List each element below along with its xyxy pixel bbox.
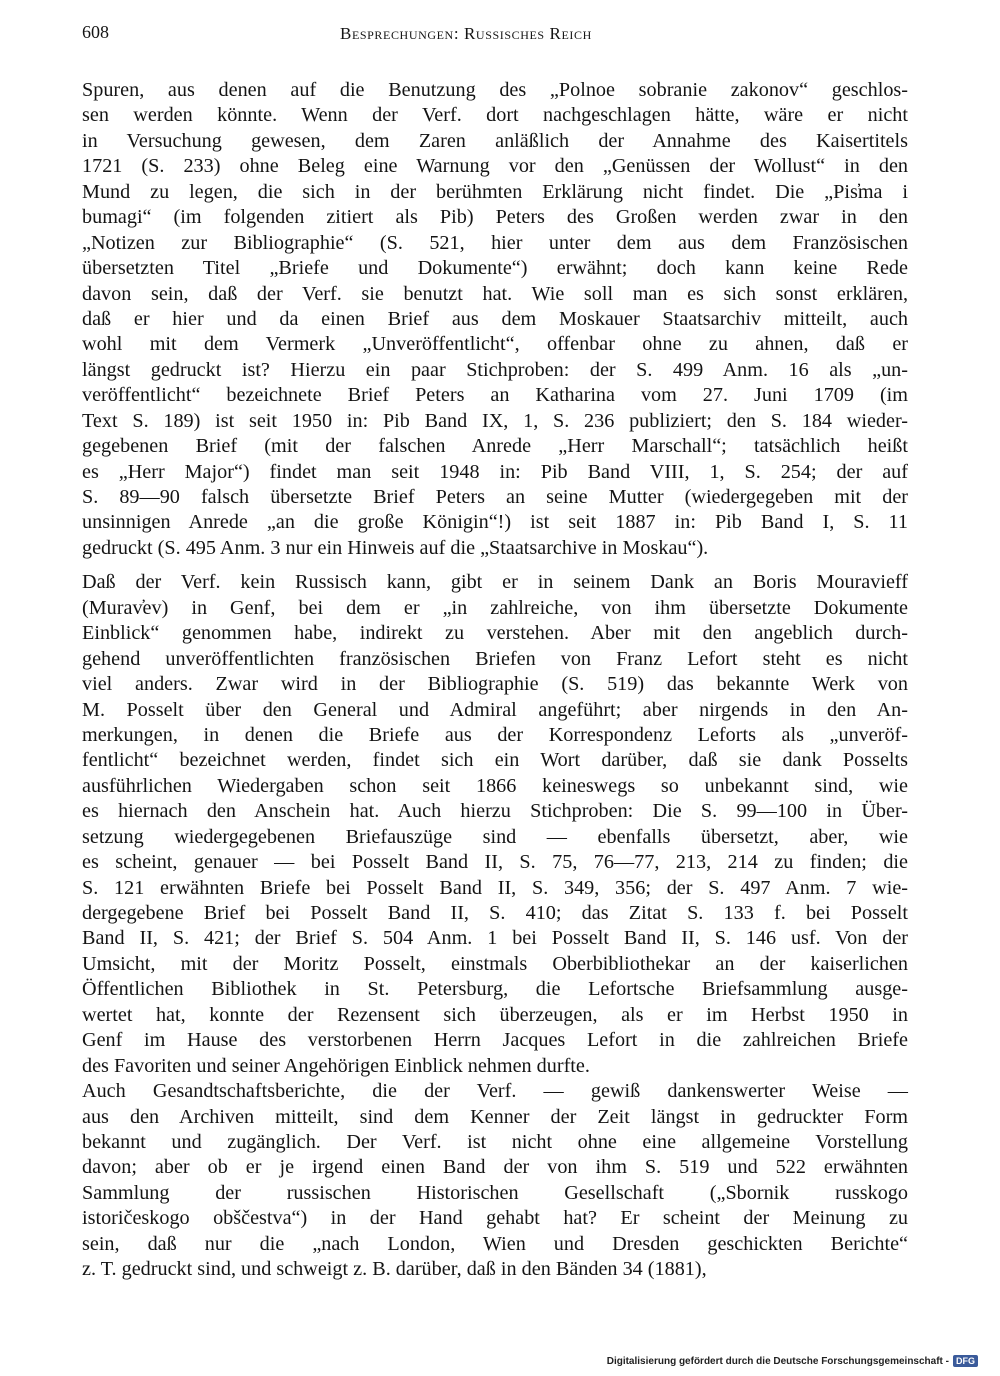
text-line: gedruckt (S. 495 Anm. 3 nur ein Hinweis auf die „Staatsarchive in Moskau“). bbox=[82, 536, 709, 559]
text-line: gegebenen Brief (mit der falschen Anrede „Herr Marschall“; tatsächlich heißt bbox=[82, 435, 908, 458]
paragraph-2 bbox=[82, 570, 908, 1079]
footer-text: Digitalisierung gefördert durch die Deutsche Forschungsgemeinschaft - bbox=[606, 1355, 949, 1367]
text-line: des Favoriten und seiner Angehörigen Einblick nehmen durfte. bbox=[82, 1054, 590, 1077]
text-line: längst gedruckt ist? Hierzu ein paar Stichproben: der S. 499 Anm. 16 als „un- bbox=[82, 358, 908, 381]
text-line: Umsicht, mit der Moritz Posselt, einstmals Oberbibliothekar an der kaiserlichen bbox=[82, 952, 908, 975]
text-line: es hiernach den Anschein hat. Auch hierzu Stichproben: Die S. 99—100 in Über- bbox=[82, 800, 908, 823]
text-line: davon sein, daß der Verf. sie benutzt hat. Wie soll man es sich sonst erklären, bbox=[82, 282, 908, 305]
text-line: Einblick“ genommen habe, indirekt zu verstehen. Aber mit den angeblich durch- bbox=[82, 622, 908, 645]
text-line: M. Posselt über den General und Admiral angeführt; aber nirgends in den An- bbox=[82, 698, 908, 721]
running-head: Besprechungen: Russisches Reich bbox=[340, 24, 592, 43]
text-line: Öffentlichen Bibliothek in St. Petersburg, die Lefortsche Briefsammlung ausge- bbox=[82, 978, 908, 1001]
text-line: „Notizen zur Bibliographie“ (S. 521, hier unter dem aus dem Französischen bbox=[82, 231, 908, 254]
text-line: istoričeskogo obščestva“) in der Hand gehabt hat? Er scheint der Meinung zu bbox=[82, 1207, 908, 1230]
text-line: unsinnigen Anrede „an die große Königin“!) ist seit 1887 in: Pib Band I, S. 11 bbox=[82, 511, 908, 534]
paragraph-1 bbox=[82, 78, 908, 561]
paragraph-3 bbox=[82, 1079, 908, 1283]
paragraph-gap bbox=[82, 561, 908, 570]
dfg-logo: DFG bbox=[953, 1355, 978, 1367]
text-line: gehend unveröffentlichten französischen Briefen von Franz Lefort steht es nicht bbox=[82, 647, 908, 670]
text-line: Text S. 189) ist seit 1950 in: Pib Band IX, 1, S. 236 publiziert; den S. 184 wieder- bbox=[82, 409, 908, 432]
text-line: Sammlung der russischen Historischen Gesellschaft („Sbornik russkogo bbox=[82, 1181, 908, 1204]
text-line: setzung wiedergegebenen Briefauszüge sind — ebenfalls übersetzt, aber, wie bbox=[82, 825, 908, 848]
text-line: Band II, S. 421; der Brief S. 504 Anm. 1 bei Posselt Band II, S. 146 usf. Von der bbox=[82, 927, 908, 950]
text-line: S. 121 erwähnten Briefe bei Posselt Band II, S. 349, 356; der S. 497 Anm. 7 wie- bbox=[82, 876, 908, 899]
text-line: ausführlichen Wiedergaben schon seit 1866 keineswegs so unbekannt sind, wie bbox=[82, 774, 908, 797]
text-line: bumagi“ (im folgenden zitiert als Pib) Peters des Großen werden zwar in den bbox=[82, 206, 908, 229]
text-line: bekannt und zugänglich. Der Verf. ist nicht ohne eine allgemeine Vorstellung bbox=[82, 1130, 908, 1153]
text-line: merkungen, in denen die Briefe aus der Korrespondenz Leforts als „unveröf- bbox=[82, 723, 908, 746]
article-body bbox=[82, 78, 908, 1283]
text-line: Daß der Verf. kein Russisch kann, gibt er in seinem Dank an Boris Mouravieff bbox=[82, 571, 908, 594]
text-line: Genf im Hause des verstorbenen Herrn Jacques Lefort in die zahlreichen Briefe bbox=[82, 1029, 908, 1052]
page-header bbox=[82, 22, 908, 48]
text-line: (Murav̕ev) in Genf, bei dem er „in zahlreiche, von ihm übersetzte Dokumente bbox=[82, 596, 908, 619]
text-line: sen werden könnte. Wenn der Verf. dort nachgeschlagen hätte, wäre er nicht bbox=[82, 104, 908, 127]
text-line: wohl mit dem Vermerk „Unveröffentlicht“, offenbar ohne zu ahnen, daß er bbox=[82, 333, 908, 356]
text-line: sein, daß nur die „nach London, Wien und Dresden geschickten Berichte“ bbox=[82, 1232, 908, 1255]
text-line: dergegebene Brief bei Posselt Band II, S. 410; das Zitat S. 133 f. bei Posselt bbox=[82, 902, 908, 924]
text-line: übersetzten Titel „Briefe und Dokumente“) erwähnt; doch kann keine Rede bbox=[82, 257, 908, 280]
text-line: 1721 (S. 233) ohne Beleg eine Warnung vor den „Genüssen der Wollust“ in den bbox=[82, 155, 908, 178]
text-line: aus den Archiven mitteilt, sind dem Kenner der Zeit längst in gedruckter Form bbox=[82, 1105, 908, 1128]
text-line: veröffentlicht“ bezeichnete Brief Peters an Katharina vom 27. Juni 1709 (im bbox=[82, 384, 908, 407]
text-line: Mund zu legen, die sich in der berühmten Erklärung nicht findet. Die „Pis̕ma i bbox=[82, 180, 908, 203]
text-line: Auch Gesandtschaftsberichte, die der Verf. — gewiß dankenswerter Weise — bbox=[82, 1080, 908, 1103]
text-line: S. 89—90 falsch übersetzte Brief Peters an seine Mutter (wiedergegeben mit der bbox=[82, 486, 908, 508]
digitization-footer bbox=[607, 1352, 978, 1370]
text-line: z. T. gedruckt sind, und schweigt z. B. darüber, daß in den Bänden 34 (1881), bbox=[82, 1258, 707, 1281]
page-number: 608 bbox=[82, 22, 109, 42]
text-line: in Versuchung gewesen, dem Zaren anläßlich der Annahme des Kaisertitels bbox=[82, 129, 908, 152]
text-line: fentlicht“ bezeichnet werden, findet sich ein Wort darüber, daß sie dank Posselts bbox=[82, 749, 908, 772]
text-line: es scheint, genauer — bei Posselt Band II, S. 75, 76—77, 213, 214 zu finden; die bbox=[82, 851, 908, 874]
text-line: daß er hier und da einen Brief aus dem Moskauer Staatsarchiv mitteilt, auch bbox=[82, 307, 908, 330]
text-line: davon; aber ob er je irgend einen Band der von ihm S. 519 und 522 erwähnten bbox=[82, 1156, 908, 1179]
text-line: es „Herr Major“) findet man seit 1948 in: Pib Band VIII, 1, S. 254; der auf bbox=[82, 460, 908, 483]
text-line: Spuren, aus denen auf die Benutzung des „Polnoe sobranie zakonov“ geschlos- bbox=[82, 79, 908, 101]
text-line: viel anders. Zwar wird in der Bibliographie (S. 519) das bekannte Werk von bbox=[82, 673, 908, 696]
text-line: wertet hat, konnte der Rezensent sich überzeugen, als er im Herbst 1950 in bbox=[82, 1003, 908, 1026]
